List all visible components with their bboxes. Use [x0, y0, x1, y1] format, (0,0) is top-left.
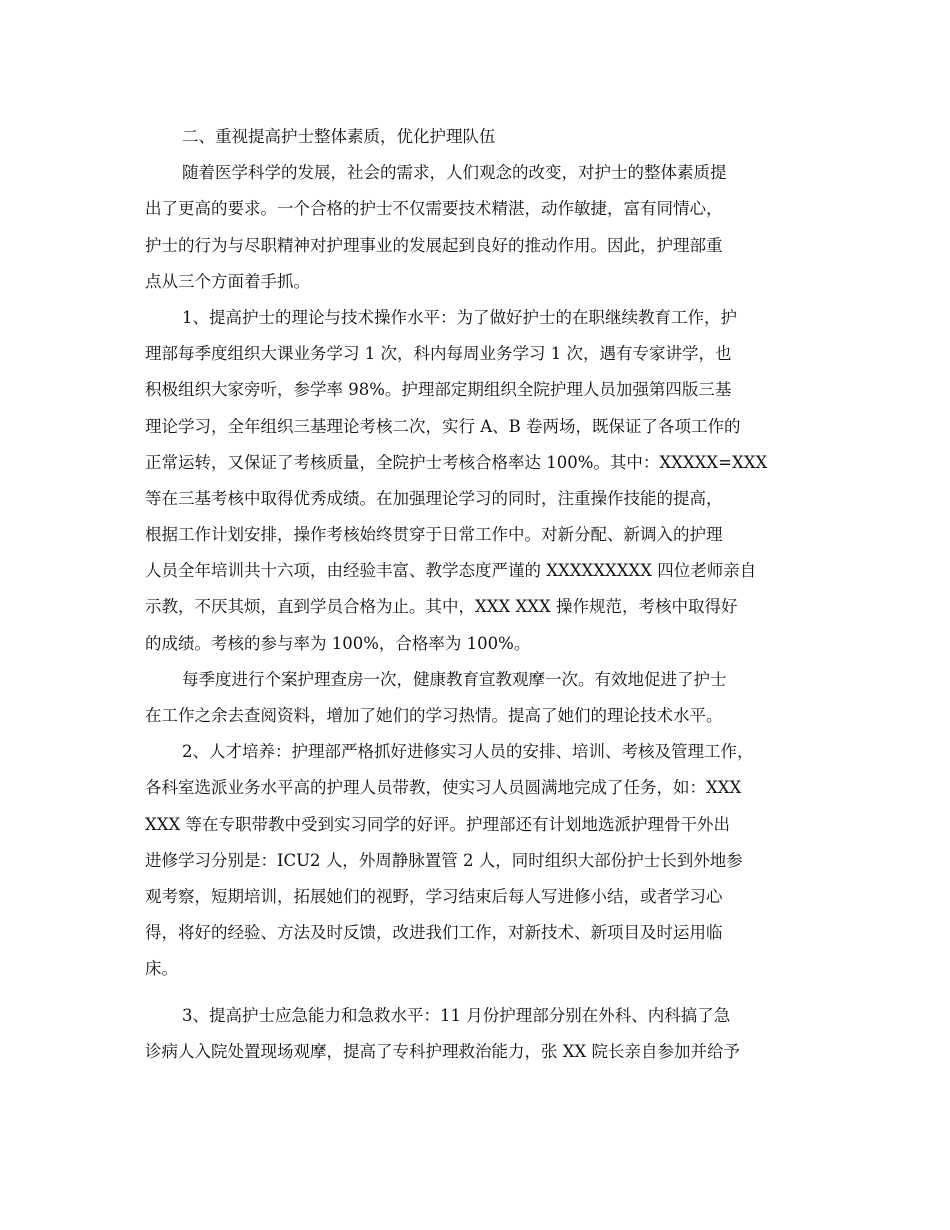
text-line: 每季度进行个案护理查房一次，健康教育宣教观摩一次。有效地促进了护士 — [182, 669, 727, 689]
text-line: 进修学习分别是：ICU2 人，外周静脉置管 2 人，同时组织大部份护士长到外地参 — [145, 850, 743, 870]
text-line: 理部每季度组织大课业务学习 1 次，科内每周业务学习 1 次，遇有专家讲学，也 — [145, 344, 732, 364]
text-line: 诊病人入院处置现场观摩，提高了专科护理救治能力，张 XX 院长亲自参加并给予 — [145, 1041, 740, 1061]
text-line: 根据工作计划安排，操作考核始终贯穿于日常工作中。对新分配、新调入的护理 — [145, 525, 723, 545]
text-line: 等在三基考核中取得优秀成绩。在加强理论学习的同时，注重操作技能的提高， — [145, 488, 723, 508]
text-line: 的成绩。考核的参与率为 100%，合格率为 100%。 — [145, 633, 531, 653]
document-body — [145, 119, 805, 1070]
text-line: 理论学习，全年组织三基理论考核二次，实行 A、B 卷两场，既保证了各项工作的 — [145, 416, 741, 436]
text-line: 出了更高的要求。一个合格的护士不仅需要技术精湛，动作敏捷，富有同情心， — [145, 199, 723, 219]
text-line: 正常运转，又保证了考核质量，全院护士考核合格率达 100%。其中：XXXXX=XXX — [145, 452, 768, 472]
text-line: 积极组织大家旁听，参学率 98%。护理部定期组织全院护理人员加强第四版三基 — [145, 380, 732, 400]
text-line: 3、提高护士应急能力和急救水平：11 月份护理部分别在外科、内科搞了急 — [182, 1005, 731, 1025]
text-line: 在工作之余去查阅资料，增加了她们的学习热情。提高了她们的理论技术水平。 — [145, 706, 723, 725]
text-line: 2、人才培养：护理部严格抓好进修实习人员的安排、培训、考核及管理工作， — [182, 742, 754, 762]
text-line: 观考察，短期培训，拓展她们的视野，学习结束后每人写进修小结，或者学习心 — [145, 886, 723, 906]
text-line: 随着医学科学的发展，社会的需求，人们观念的改变，对护士的整体素质提 — [182, 163, 727, 183]
text-line: 示教，不厌其烦，直到学员合格为止。其中，XXX XXX 操作规范，考核中取得好 — [145, 597, 738, 617]
text-line: 1、提高护士的理论与技术操作水平：为了做好护士的在职继续教育工作，护 — [182, 307, 737, 327]
text-line: 点从三个方面着手抓。 — [145, 271, 310, 291]
text-line: 护士的行为与尽职精神对护理事业的发展起到良好的推动作用。因此，护理部重 — [145, 235, 723, 255]
text-line: XXX 等在专职带教中受到实习同学的好评。护理部还有计划地选派护理骨干外出 — [145, 814, 730, 834]
text-line: 各科室选派业务水平高的护理人员带教，使实习人员圆满地完成了任务，如：XXX — [145, 778, 742, 798]
text-line: 得，将好的经验、方法及时反馈，改进我们工作，对新技术、新项目及时运用临 — [145, 923, 723, 943]
text-line: 人员全年培训共十六项，由经验丰富、教学态度严谨的 XXXXXXXXX 四位老师亲自 — [145, 561, 757, 581]
section-heading: 二、重视提高护士整体素质，优化护理队伍 — [182, 127, 496, 146]
text-line: 床。 — [145, 959, 178, 979]
paragraph-gap — [145, 988, 805, 998]
